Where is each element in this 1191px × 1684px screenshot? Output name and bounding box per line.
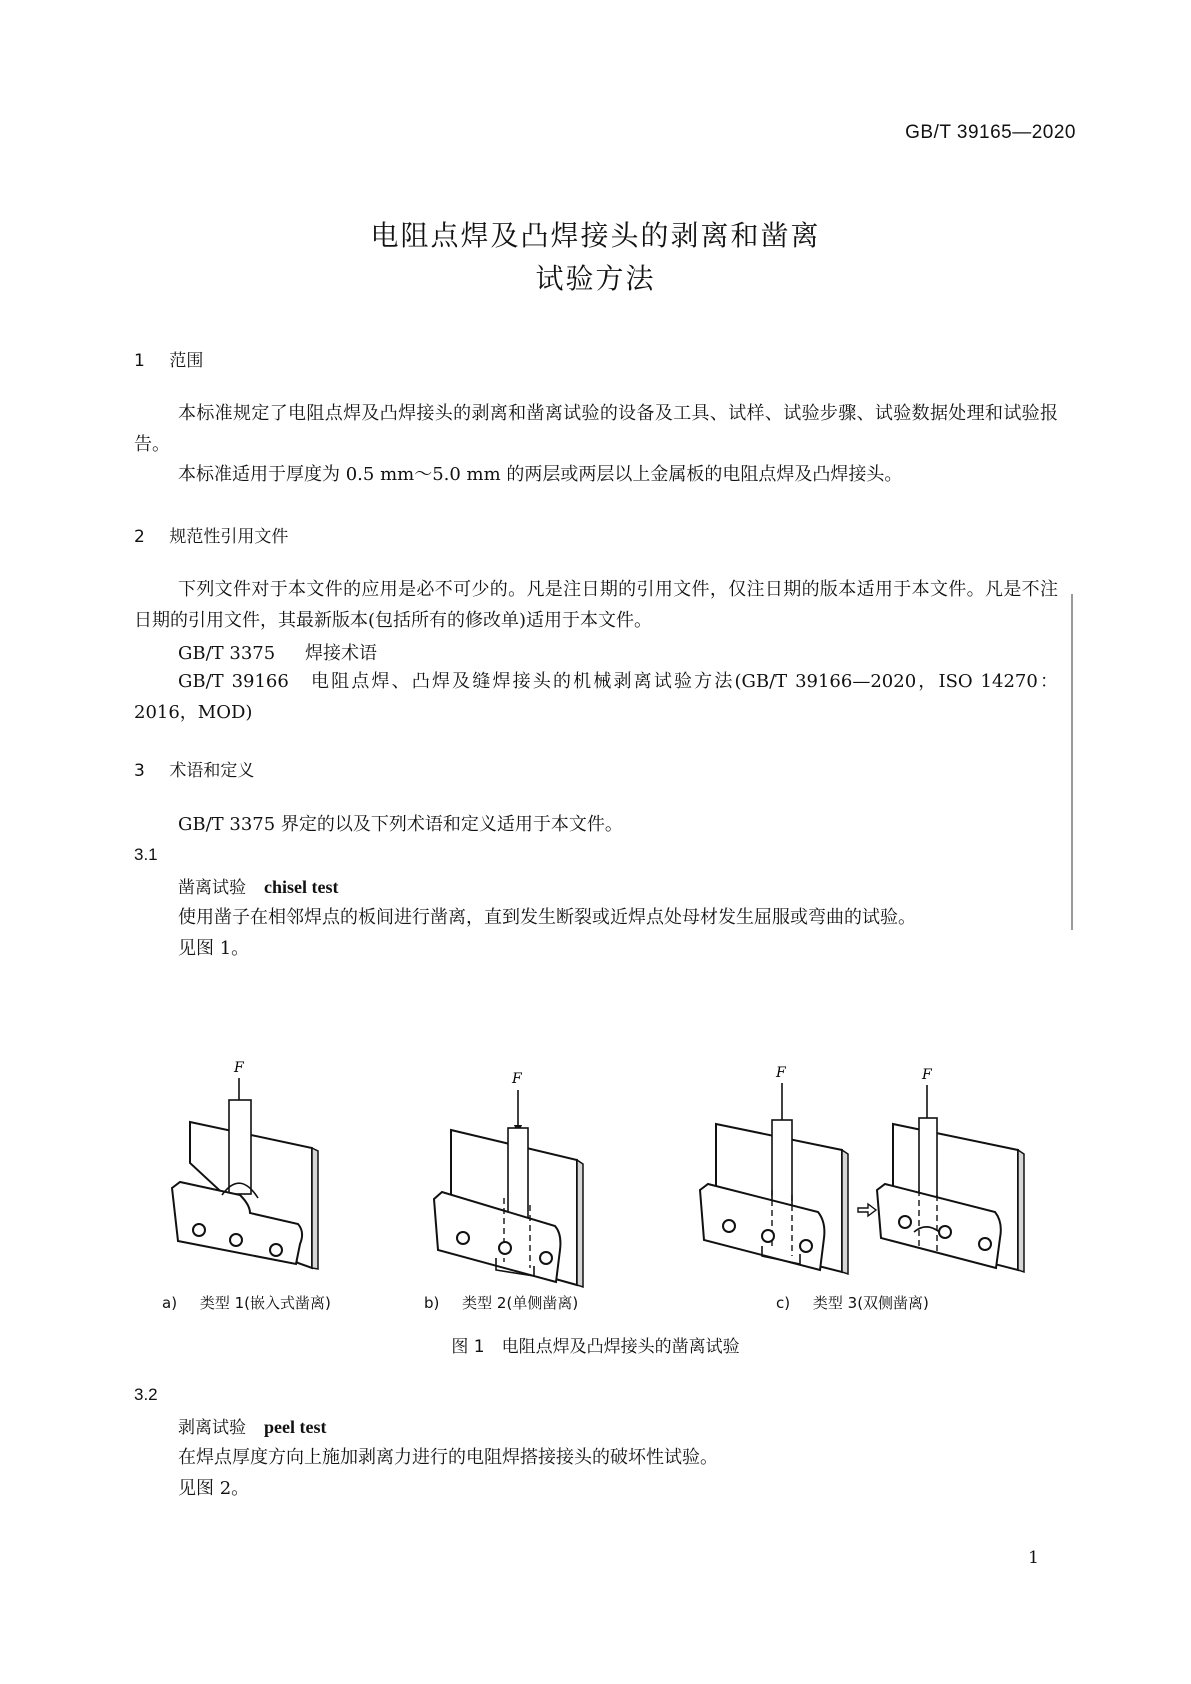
weld-spot xyxy=(457,1232,469,1244)
weld-spot xyxy=(230,1234,242,1246)
page-number: 1 xyxy=(1028,1548,1039,1568)
section-title: 范围 xyxy=(169,351,204,371)
term-english: chisel test xyxy=(264,877,339,897)
force-label: F xyxy=(776,1065,786,1081)
weld-spot xyxy=(193,1224,205,1236)
force-label: F xyxy=(512,1071,522,1087)
section-title: 术语和定义 xyxy=(169,761,255,781)
caption-tag: c) xyxy=(776,1294,791,1312)
term-3-1-definition: 使用凿子在相邻焊点的板间进行凿离，直到发生断裂或近焊点处母材发生屈服或弯曲的试验。 xyxy=(178,907,916,928)
document-title: 电阻点焊及凸焊接头的剥离和凿离 xyxy=(370,219,821,252)
reference-code: GB/T 39166 xyxy=(178,671,289,692)
section-number: 2 xyxy=(134,527,145,547)
reference-title: 焊接术语 xyxy=(304,643,377,664)
chisel xyxy=(772,1120,792,1214)
term-3-2-definition: 在焊点厚度方向上施加剥离力进行的电阻焊搭接接头的破坏性试验。 xyxy=(178,1447,718,1468)
figure-1b-drawing xyxy=(434,1071,583,1287)
figure-1c-caption xyxy=(776,1292,929,1313)
document-subtitle: 试验方法 xyxy=(535,262,656,295)
figure-1b-caption xyxy=(424,1292,578,1313)
figure-1c-drawing-left xyxy=(700,1065,848,1274)
figure-1a-drawing xyxy=(172,1060,318,1269)
caption-tag: a) xyxy=(162,1294,178,1312)
term-3-1-see-figure: 见图 1。 xyxy=(178,938,250,959)
term-3-1-number: 3.1 xyxy=(134,845,158,864)
section-number: 1 xyxy=(134,351,145,371)
term-chinese: 剥离试验 xyxy=(178,1418,246,1438)
figure-1a-caption xyxy=(162,1292,331,1313)
figure-1-title: 图 1 电阻点焊及凸焊接头的凿离试验 xyxy=(451,1337,740,1357)
chisel xyxy=(229,1100,251,1194)
term-chinese: 凿离试验 xyxy=(178,878,246,898)
upper-plate-edge xyxy=(312,1148,318,1269)
upper-plate-edge xyxy=(577,1160,583,1287)
weld-spot xyxy=(899,1216,911,1228)
standard-code: GB/T 39165—2020 xyxy=(905,122,1076,143)
term-english: peel test xyxy=(264,1417,327,1437)
caption-text: 类型 2(单侧凿离) xyxy=(462,1294,579,1312)
term-3-2-see-figure: 见图 2。 xyxy=(178,1478,250,1499)
caption-tag: b) xyxy=(424,1294,440,1312)
weld-spot xyxy=(270,1244,282,1256)
section-1-paragraph-1: 本标准规定了电阻点焊及凸焊接头的剥离和凿离试验的设备及工具、试样、试验步骤、试验数据处理和试验报告。 xyxy=(134,403,1058,455)
weld-spot xyxy=(540,1252,552,1264)
section-number: 3 xyxy=(134,761,145,781)
weld-spot xyxy=(979,1238,991,1250)
term-3-2-number: 3.2 xyxy=(134,1385,158,1404)
section-1-paragraph-2: 本标准适用于厚度为 0.5 mm～5.0 mm 的两层或两层以上金属板的电阻点焊及凸焊接头。 xyxy=(178,464,903,485)
weld-spot xyxy=(499,1242,511,1254)
force-label: F xyxy=(234,1060,244,1076)
transition-arrow-icon xyxy=(858,1204,876,1216)
figure-1c-drawing-right xyxy=(877,1067,1024,1272)
weld-spot xyxy=(723,1220,735,1232)
weld-spot xyxy=(800,1240,812,1252)
upper-plate-edge xyxy=(1018,1150,1024,1272)
term-3-2-heading xyxy=(178,1413,326,1438)
caption-text: 类型 1(嵌入式凿离) xyxy=(199,1294,331,1312)
weld-spot xyxy=(939,1226,951,1238)
section-title: 规范性引用文件 xyxy=(169,527,289,547)
weld-spot xyxy=(762,1230,774,1242)
section-3-paragraph-1: GB/T 3375 界定的以及下列术语和定义适用于本文件。 xyxy=(178,814,623,835)
caption-text: 类型 3(双侧凿离) xyxy=(812,1294,929,1312)
section-2-paragraph-1: 下列文件对于本文件的应用是必不可少的。凡是注日期的引用文件，仅注日期的版本适用于本文件。凡是不注日期的引用文件，其最新版本(包括所有的修改单)适用于本文件。 xyxy=(134,579,1058,631)
upper-plate-edge xyxy=(842,1150,848,1274)
force-label: F xyxy=(922,1067,932,1083)
reference-code: GB/T 3375 xyxy=(178,643,276,664)
reference-title: 电阻点焊、凸焊及缝焊接头的机械剥离试验方法(GB/T 39166—2020，ISO 14270：2016，MOD) xyxy=(134,671,1058,723)
